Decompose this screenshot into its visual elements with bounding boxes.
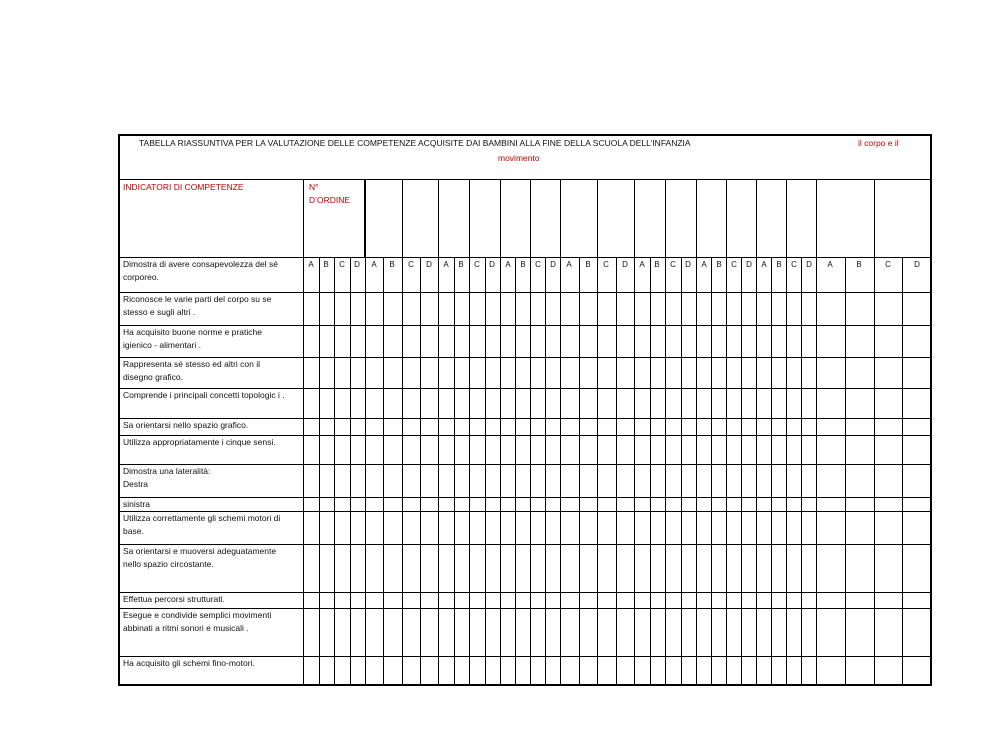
grade-letter: C — [535, 260, 541, 269]
grade-letter: D — [806, 260, 812, 269]
grid-line — [665, 257, 666, 684]
grade-letter: B — [654, 260, 660, 269]
grid-line — [696, 179, 697, 684]
grid-line — [438, 179, 439, 684]
competence-indicator: Effettua percorsi strutturati. — [123, 594, 225, 604]
grid-line — [118, 179, 931, 180]
grade-letter: A — [443, 260, 449, 269]
competence-indicator: Sa orientarsi e muoversi adeguatamente nello spazio circostante. — [123, 546, 277, 569]
grid-line — [726, 257, 727, 684]
competence-indicator: Esegue e condivide semplici movimenti abbinati a ritmi sonori e musicali . — [123, 610, 272, 633]
grid-line — [319, 257, 320, 684]
grid-line — [874, 179, 875, 257]
subject-label-continuation: movimento — [498, 153, 540, 163]
competence-indicator: Ha acquisito buone norme e pratiche igienico - alimentari . — [123, 327, 262, 350]
grid-line — [334, 257, 335, 684]
grid-line — [741, 257, 742, 684]
grade-letter: D — [685, 260, 691, 269]
grade-letter: A — [505, 260, 511, 269]
grade-letter: B — [458, 260, 464, 269]
grade-letter: D — [914, 260, 920, 269]
competence-indicator: Rappresenta sé stesso ed altri con il disegno grafico. — [123, 359, 261, 382]
competence-indicator: Comprende i principali concetti topologic i . — [123, 390, 285, 400]
competence-indicator: sinistra — [123, 499, 150, 509]
grid-line — [469, 179, 470, 257]
grid-line — [681, 257, 682, 684]
grid-line — [902, 257, 903, 684]
grid-line — [726, 179, 727, 257]
grid-line — [845, 257, 846, 684]
grid-line — [560, 179, 561, 684]
grid-line — [364, 179, 365, 257]
competence-indicator: Dimostra una lateralità: Destra — [123, 466, 211, 489]
grid-line — [711, 257, 712, 684]
grid-line — [650, 257, 651, 684]
grid-line — [634, 179, 635, 684]
grade-letter: A — [827, 260, 833, 269]
grade-letter: D — [550, 260, 556, 269]
grade-letter: D — [622, 260, 628, 269]
grid-line — [118, 684, 931, 685]
grade-letter: B — [776, 260, 782, 269]
grade-letter: C — [603, 260, 609, 269]
grid-line — [665, 179, 666, 257]
grade-letter: A — [639, 260, 645, 269]
grid-line — [579, 257, 580, 684]
grid-line — [530, 179, 531, 257]
grade-letter: B — [389, 260, 395, 269]
grid-line — [616, 257, 617, 684]
grade-letter: D — [426, 260, 432, 269]
grade-letter: C — [670, 260, 676, 269]
grid-line — [545, 257, 546, 684]
grid-line — [530, 257, 531, 684]
grade-letter: D — [746, 260, 752, 269]
grade-letter: D — [354, 260, 360, 269]
grid-line — [515, 257, 516, 684]
grid-line — [756, 179, 757, 684]
grid-line — [930, 134, 932, 685]
grade-letter: C — [408, 260, 414, 269]
grid-line — [454, 257, 455, 684]
competence-indicator: Utilizza appropriatamente i cinque sensi. — [123, 437, 276, 447]
grid-line — [816, 179, 817, 684]
grid-line — [786, 257, 787, 684]
grid-line — [303, 179, 304, 684]
grade-letter: D — [489, 260, 495, 269]
grade-letter: B — [323, 260, 329, 269]
grade-letter: B — [716, 260, 722, 269]
indicators-column-header: INDICATORI DI COMPETENZE — [123, 182, 244, 192]
grid-line — [597, 179, 598, 257]
grade-letter: B — [585, 260, 591, 269]
order-number-column-header: N° D’ORDINE — [309, 182, 351, 205]
competence-indicator: Dimostra di avere consapevolezza del sé corporeo. — [123, 259, 278, 282]
grade-letter: C — [339, 260, 345, 269]
grid-line — [801, 257, 802, 684]
grade-letter: A — [371, 260, 377, 269]
grade-letter: A — [308, 260, 314, 269]
competence-indicator: Ha acquisito gli schemi fino-motori. — [123, 658, 255, 668]
grid-line — [402, 257, 403, 684]
competence-indicator: Sa orientarsi nello spazio grafico. — [123, 420, 249, 430]
grade-letter: C — [731, 260, 737, 269]
grid-line — [118, 134, 931, 136]
grid-line — [402, 179, 403, 257]
grid-line — [874, 257, 875, 684]
competence-indicator: Riconosce le varie parti del corpo su se stesso e sugli altri . — [123, 294, 272, 317]
grid-line — [383, 257, 384, 684]
subject-label: il corpo e il — [858, 138, 899, 148]
grid-line — [118, 134, 120, 684]
table-title: TABELLA RIASSUNTIVA PER LA VALUTAZIONE DELLE COMPETENZE ACQUISITE DAI BAMBINI ALLA FINE DELLA SCUOLA DELL’INFANZIA — [139, 138, 691, 148]
grade-letter: C — [474, 260, 480, 269]
grade-letter: A — [701, 260, 707, 269]
grid-line — [786, 179, 787, 257]
grade-letter: C — [791, 260, 797, 269]
grid-line — [350, 257, 351, 684]
grid-line — [365, 179, 366, 684]
grid-line — [597, 257, 598, 684]
grade-letter: A — [761, 260, 767, 269]
grade-letter: B — [856, 260, 862, 269]
grid-line — [485, 257, 486, 684]
grade-letter: A — [566, 260, 572, 269]
grid-line — [469, 257, 470, 684]
grid-line — [420, 257, 421, 684]
grid-line — [500, 179, 501, 684]
grade-letter: C — [885, 260, 891, 269]
competence-indicator: Utilizza correttamente gli schemi motori di base. — [123, 513, 281, 536]
grid-line — [771, 257, 772, 684]
grade-letter: B — [520, 260, 526, 269]
